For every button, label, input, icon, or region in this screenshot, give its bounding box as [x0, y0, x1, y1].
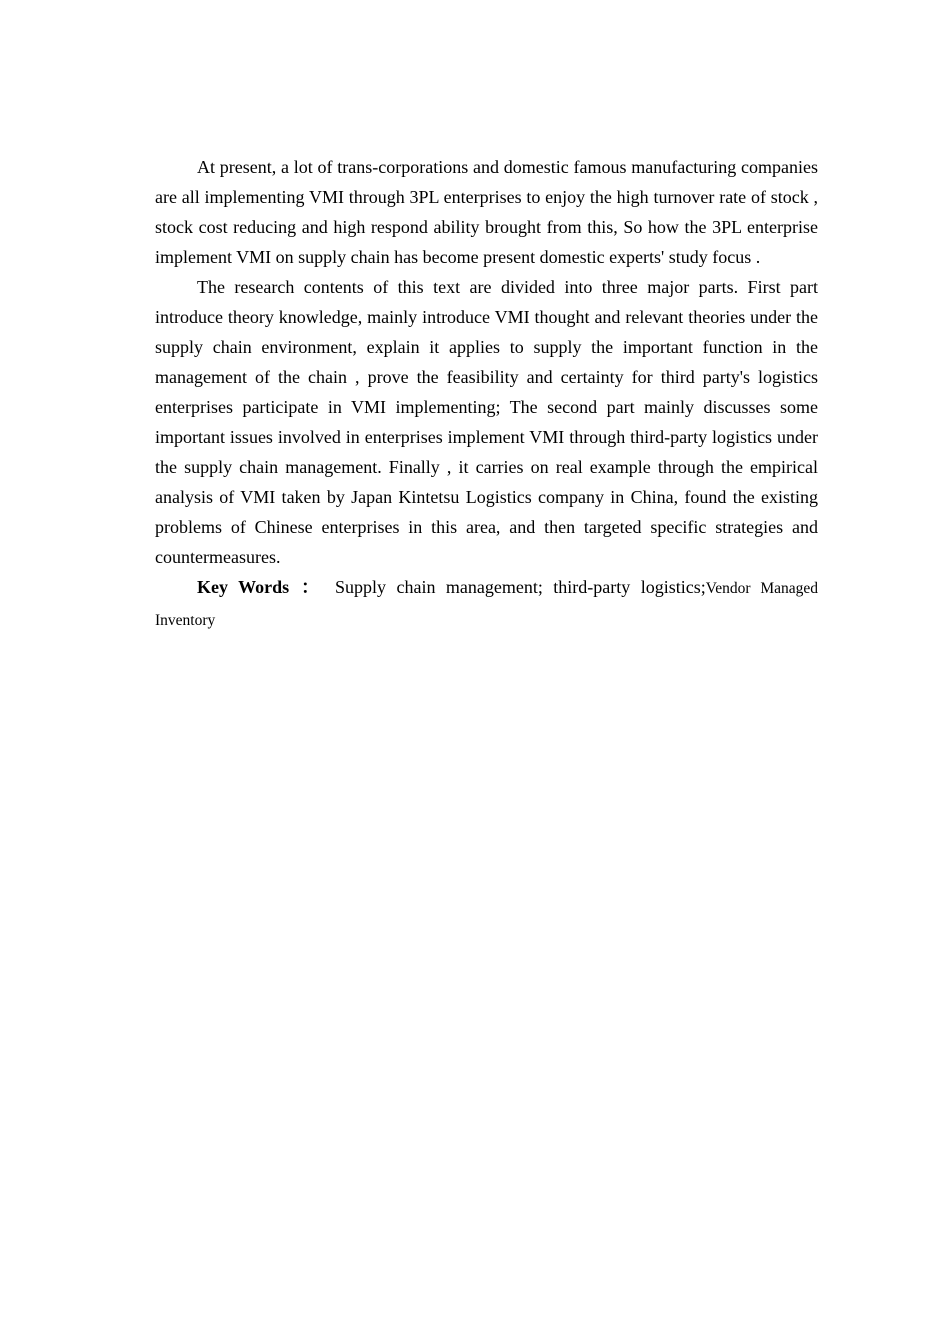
- keywords-label: Key Words: [197, 577, 290, 597]
- abstract-paragraph-1: At present, a lot of trans-corporations and domestic famous manufacturing companies are all implementing VMI through 3PL enterprises to enjoy the high turnover rate of stock , stock cost reducing and high respond ability brought from this, So how the 3PL enterprise implement VMI on supply chain has become present domestic experts' study focus .: [155, 157, 818, 267]
- keywords-colon: ：: [295, 577, 326, 597]
- abstract-body: [155, 152, 818, 636]
- abstract-paragraph-2: The research contents of this text are divided into three major parts. First part introduce theory knowledge, mainly introduce VMI thought and relevant theories under the supply chain environment, explain it applies to supply the important function in the management of the chain , prove the feasibility and certainty for third party's logistics enterprises participate in VMI implementing; The second part mainly discusses some important issues involved in enterprises implement VMI through third-party logistics under the supply chain management. Finally , it carries on real example through the empirical analysis of VMI taken by Japan Kintetsu Logistics company in China, found the existing problems of Chinese enterprises in this area, and then targeted specific strategies and countermeasures.: [155, 277, 818, 567]
- keywords-terms: Supply chain management; third-party logistics;: [335, 577, 706, 597]
- keywords-terms-small: Vendor Managed Inventory: [155, 580, 818, 629]
- keywords-line: [155, 572, 818, 636]
